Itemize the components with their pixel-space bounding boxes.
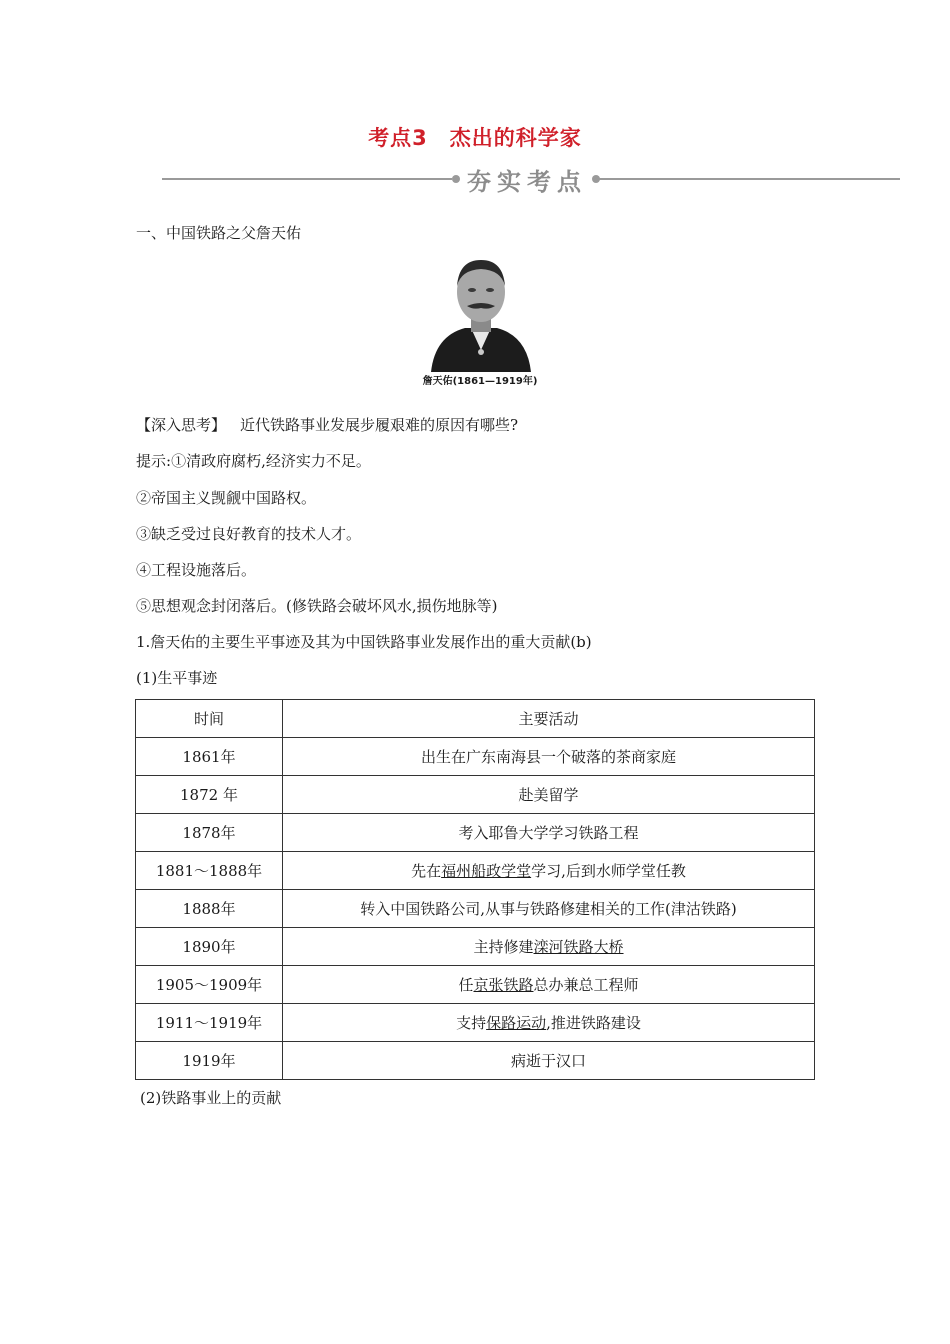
table-row	[136, 890, 815, 928]
table-row	[136, 928, 815, 966]
subheading-life-events: (1)生平事迹	[136, 669, 218, 687]
section-heading: 一、中国铁路之父詹天佑	[136, 224, 302, 242]
header-time: 时间	[136, 700, 283, 738]
hint-line	[136, 450, 371, 471]
cell-time: 1872 年	[136, 776, 283, 814]
cell-time: 1861年	[136, 738, 283, 776]
header-activity: 主要活动	[283, 700, 815, 738]
cell-activity: 考入耶鲁大学学习铁路工程	[283, 814, 815, 852]
cell-time: 1888年	[136, 890, 283, 928]
portrait-image	[425, 252, 537, 372]
cell-activity: 赴美留学	[283, 776, 815, 814]
hint-point-5: ⑤思想观念封闭落后。(修铁路会破坏风水,损伤地脉等)	[136, 597, 498, 615]
hint-point-2: ②帝国主义觊觎中国路权。	[136, 489, 317, 507]
banner-divider-left	[162, 178, 452, 180]
hint-point-4: ④工程设施落后。	[136, 561, 257, 579]
banner-divider-right	[598, 178, 900, 180]
think-question: 近代铁路事业发展步履艰难的原因有哪些?	[240, 416, 519, 434]
cell-activity: 任京张铁路总办兼总工程师	[283, 966, 815, 1004]
table-row	[136, 1004, 815, 1042]
think-label: 【深入思考】	[136, 416, 227, 434]
portrait-caption: 詹天佑(1861—1919年)	[422, 376, 538, 387]
table-row	[136, 738, 815, 776]
banner-dot-left	[452, 175, 460, 183]
cell-time: 1881～1888年	[136, 852, 283, 890]
table-header-row	[136, 700, 815, 738]
cell-activity: 病逝于汉口	[283, 1042, 815, 1080]
life-events-table	[135, 699, 815, 1080]
cell-activity: 转入中国铁路公司,从事与铁路修建相关的工作(津沽铁路)	[283, 890, 815, 928]
item-heading: 1.詹天佑的主要生平事迹及其为中国铁路事业发展作出的重大贡献(b)	[136, 633, 592, 651]
section-banner: 夯实考点	[467, 168, 587, 196]
cell-time: 1911～1919年	[136, 1004, 283, 1042]
table-row	[136, 814, 815, 852]
cell-time: 1890年	[136, 928, 283, 966]
hint-prefix: 提示:	[136, 452, 172, 470]
hint-point-3: ③缺乏受过良好教育的技术人才。	[136, 525, 362, 543]
subheading-contributions: (2)铁路事业上的贡献	[140, 1089, 282, 1107]
think-question-line	[136, 414, 518, 435]
cell-activity: 出生在广东南海县一个破落的茶商家庭	[283, 738, 815, 776]
cell-activity: 支持保路运动,推进铁路建设	[283, 1004, 815, 1042]
table-row	[136, 852, 815, 890]
page-title: 考点3 杰出的科学家	[368, 126, 582, 150]
cell-time: 1919年	[136, 1042, 283, 1080]
table-row	[136, 966, 815, 1004]
cell-time: 1878年	[136, 814, 283, 852]
cell-activity: 先在福州船政学堂学习,后到水师学堂任教	[283, 852, 815, 890]
hint-point-1: ①清政府腐朽,经济实力不足。	[171, 452, 371, 470]
table-row	[136, 1042, 815, 1080]
cell-time: 1905～1909年	[136, 966, 283, 1004]
cell-activity: 主持修建滦河铁路大桥	[283, 928, 815, 966]
table-row	[136, 776, 815, 814]
